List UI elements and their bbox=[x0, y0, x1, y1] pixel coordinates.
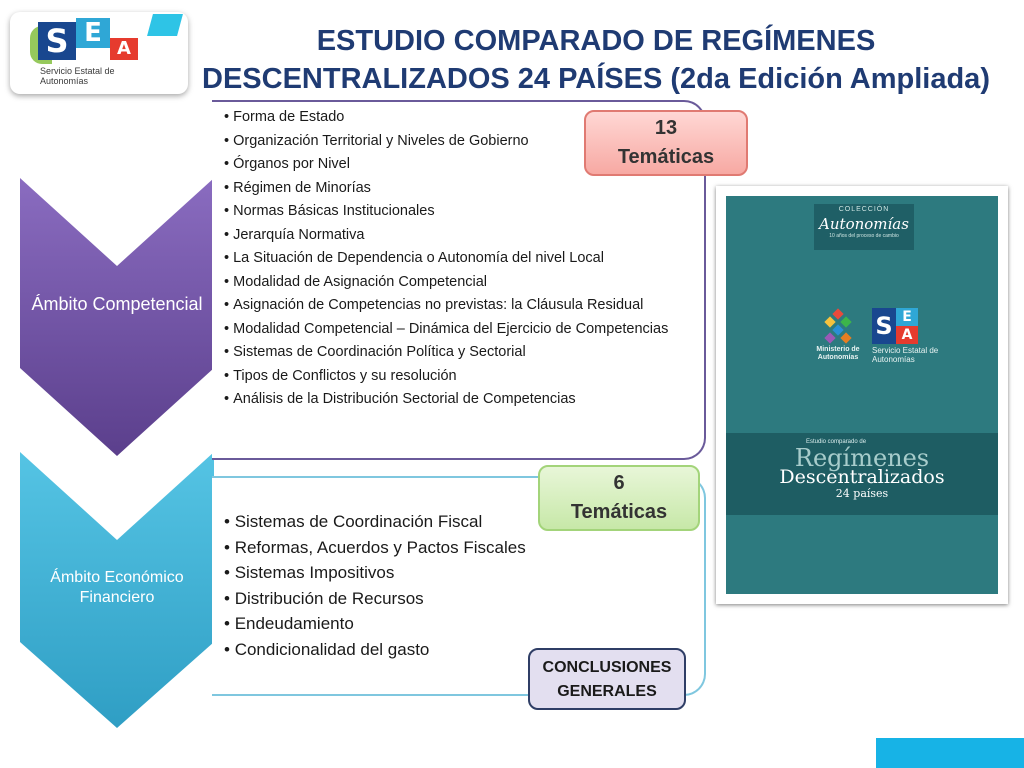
list-item: • Sistemas de Coordinación Política y Sectorial bbox=[224, 343, 694, 362]
collection-sub: 10 años del proceso de cambio bbox=[829, 233, 899, 239]
list-item: • Sistemas Impositivos bbox=[224, 563, 624, 583]
sea-logo bbox=[10, 12, 188, 94]
book-logo-letter-a: A bbox=[896, 326, 918, 344]
logo-subtitle: Servicio Estatal de Autonomías bbox=[40, 66, 115, 86]
collection-name: Autonomías bbox=[819, 215, 909, 233]
book-logo-letter-e: E bbox=[896, 308, 918, 326]
chevron-ambito-competencial bbox=[20, 178, 214, 456]
chevron-label-competencial: Ámbito Competencial bbox=[31, 294, 203, 314]
book-logo-letter-s: S bbox=[872, 308, 896, 344]
list-item: • Organización Territorial y Niveles de Gobierno bbox=[224, 132, 694, 151]
badge-count: 13 bbox=[654, 117, 678, 139]
book-title-paises: 24 países bbox=[835, 487, 889, 500]
ministry-logo-icon bbox=[820, 308, 856, 344]
list-item: • Órganos por Nivel bbox=[224, 155, 694, 174]
list-item: • Análisis de la Distribución Sectorial de Competencias bbox=[224, 390, 694, 409]
sea-book-logo bbox=[872, 308, 926, 344]
collection-label: COLECCIÓN bbox=[838, 206, 890, 213]
book-cover-image bbox=[716, 186, 1008, 604]
logo-letter-e: E bbox=[76, 18, 110, 48]
list-item: • Régimen de Minorías bbox=[224, 179, 694, 198]
list-item: • Normas Básicas Institucionales bbox=[224, 202, 694, 221]
badge-label: Temáticas bbox=[570, 501, 668, 523]
badge-conclusiones-generales: CONCLUSIONES GENERALES bbox=[528, 648, 686, 710]
badge-13-tematicas bbox=[584, 110, 748, 176]
book-cover bbox=[726, 196, 998, 594]
corner-accent-bar bbox=[876, 738, 1024, 768]
list-item: • Modalidad de Asignación Competencial bbox=[224, 273, 694, 292]
list-item: • Forma de Estado bbox=[224, 108, 694, 127]
badge-label: Temáticas bbox=[617, 146, 715, 168]
slide-title bbox=[196, 22, 996, 98]
chevron-ambito-economico bbox=[20, 452, 214, 728]
logo-flag-shape bbox=[147, 14, 183, 36]
list-item: • Distribución de Recursos bbox=[224, 589, 624, 609]
list-item: • Tipos de Conflictos y su resolución bbox=[224, 367, 694, 386]
ministry-text: Ministerio de Autonomías bbox=[816, 346, 860, 361]
book-small-title: Estudio comparado de bbox=[806, 439, 867, 445]
list-item: • La Situación de Dependencia o Autonomía del nivel Local bbox=[224, 249, 694, 268]
list-item: • Modalidad Competencial – Dinámica del Ejercicio de Competencias bbox=[224, 320, 694, 339]
logo-letter-a: A bbox=[110, 38, 138, 60]
list-item: • Sistemas de Coordinación Fiscal bbox=[224, 512, 624, 532]
book-title-band bbox=[726, 433, 998, 515]
logo-letter-s: S bbox=[38, 22, 76, 60]
title-line-1: ESTUDIO COMPARADO DE REGÍMENES bbox=[316, 25, 876, 57]
list-item: • Reformas, Acuerdos y Pactos Fiscales bbox=[224, 538, 624, 558]
title-line-2: DESCENTRALIZADOS 24 PAÍSES (2da Edición Ampliada) bbox=[202, 63, 990, 95]
badge-count: 6 bbox=[613, 472, 625, 494]
list-item: • Condicionalidad del gasto bbox=[224, 640, 624, 660]
collection-box bbox=[814, 204, 914, 250]
list-item: • Endeudamiento bbox=[224, 614, 624, 634]
chevron-shape-purple bbox=[20, 178, 214, 456]
list-item: • Asignación de Competencias no previstas: la Cláusula Residual bbox=[224, 296, 694, 315]
chevron-label-economico: Ámbito Económico Financiero bbox=[50, 569, 184, 606]
topic-list-economico bbox=[224, 512, 624, 665]
badge-6-tematicas bbox=[538, 465, 700, 531]
list-item: • Jerarquía Normativa bbox=[224, 226, 694, 245]
sea-book-text: Servicio Estatal de Autonomías bbox=[872, 346, 939, 364]
book-title-descentralizados: Descentralizados bbox=[779, 466, 945, 488]
book-title-regimenes: Regímenes bbox=[794, 444, 930, 472]
